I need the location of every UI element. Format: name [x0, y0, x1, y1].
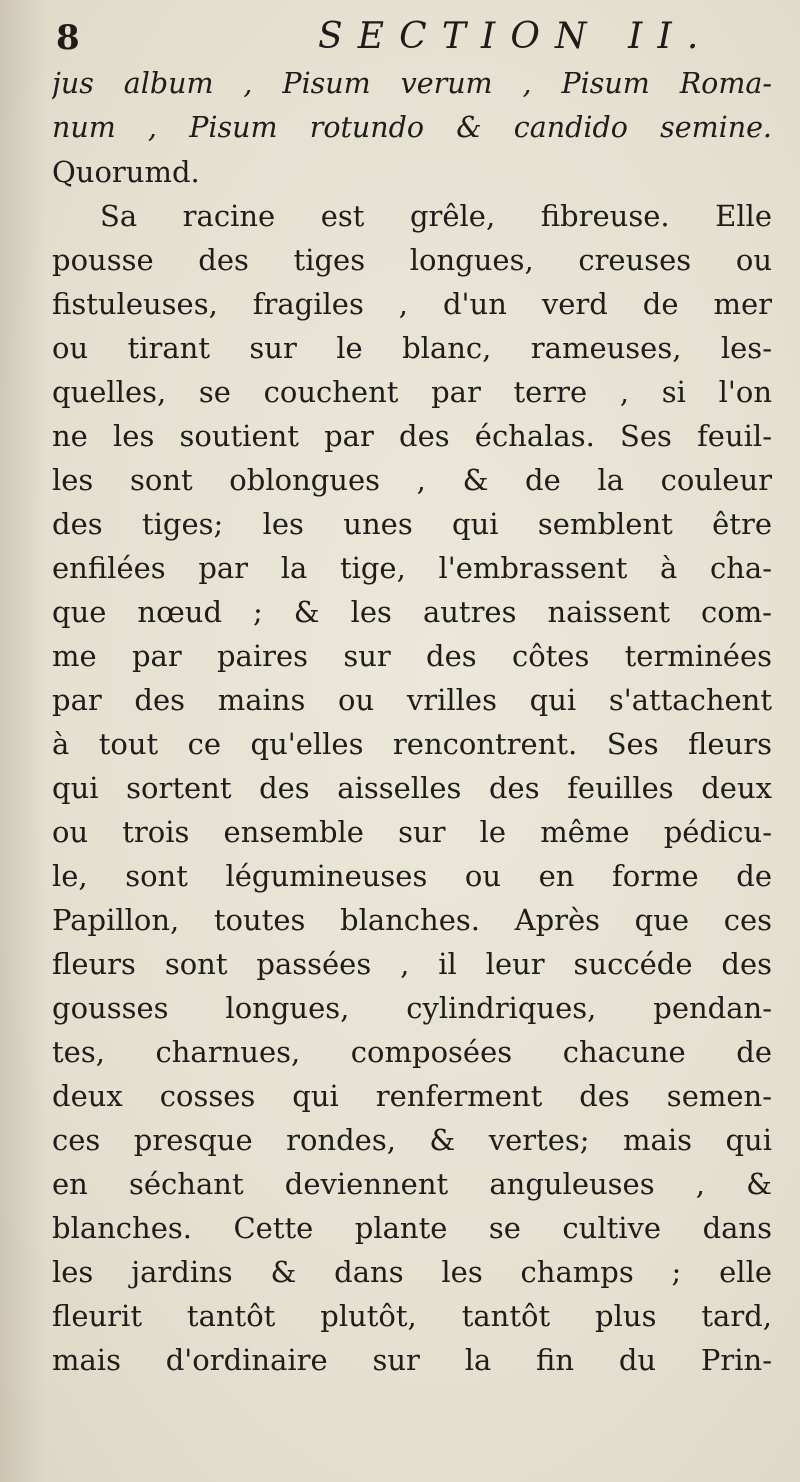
text-line: deux cosses qui renferment des semen-	[52, 1079, 772, 1113]
text-line: gousses longues, cylindriques, pendan-	[52, 991, 772, 1025]
text-line: fleurs sont passées , il leur succéde des	[52, 947, 772, 981]
text-line: num , Pisum rotundo & candido semine.	[52, 111, 772, 144]
text-line: fistuleuses, fragiles , d'un verd de mer	[52, 287, 772, 321]
text-line: Quorumd.	[52, 155, 200, 189]
text-line: Papillon, toutes blanches. Après que ces	[52, 903, 772, 937]
text-line: ne les soutient par des échalas. Ses feuil-	[52, 419, 772, 453]
text-line: blanches. Cette plante se cultive dans	[52, 1211, 772, 1245]
text-line: en séchant deviennent anguleuses , &	[52, 1167, 772, 1201]
text-line: fleurit tantôt plutôt, tantôt plus tard,	[52, 1299, 772, 1333]
body-text	[52, 62, 772, 1382]
text-line: les sont oblongues , & de la couleur	[52, 463, 772, 497]
text-line: mais d'ordinaire sur la fin du Prin-	[52, 1343, 772, 1377]
text-line: le, sont légumineuses ou en forme de	[52, 859, 772, 893]
text-line: par des mains ou vrilles qui s'attachent	[52, 683, 772, 717]
text-line: les jardins & dans les champs ; elle	[52, 1255, 772, 1289]
text-line: ou trois ensemble sur le même pédicu-	[52, 815, 772, 849]
text-line: qui sortent des aisselles des feuilles deux	[52, 771, 772, 805]
text-line: Sa racine est grêle, fibreuse. Elle	[100, 199, 772, 233]
text-line: tes, charnues, composées chacune de	[52, 1035, 772, 1069]
text-line: ou tirant sur le blanc, rameuses, les-	[52, 331, 772, 365]
gutter-shadow	[0, 0, 46, 1482]
text-line: jus album , Pisum verum , Pisum Roma-	[52, 67, 772, 100]
page-header	[48, 14, 768, 62]
text-line: me par paires sur des côtes terminées	[52, 639, 772, 673]
running-head: SECTION II.	[318, 16, 714, 57]
text-line: des tiges; les unes qui semblent être	[52, 507, 772, 541]
text-line: pousse des tiges longues, creuses ou	[52, 243, 772, 277]
page-number: 8	[56, 18, 80, 58]
text-line: à tout ce qu'elles rencontrent. Ses fleurs	[52, 727, 772, 761]
text-line: quelles, se couchent par terre , si l'on	[52, 375, 772, 409]
text-line: que nœud ; & les autres naissent com-	[52, 595, 772, 629]
text-line: enfilées par la tige, l'embrassent à cha-	[52, 551, 772, 585]
text-line: ces presque rondes, & vertes; mais qui	[52, 1123, 772, 1157]
